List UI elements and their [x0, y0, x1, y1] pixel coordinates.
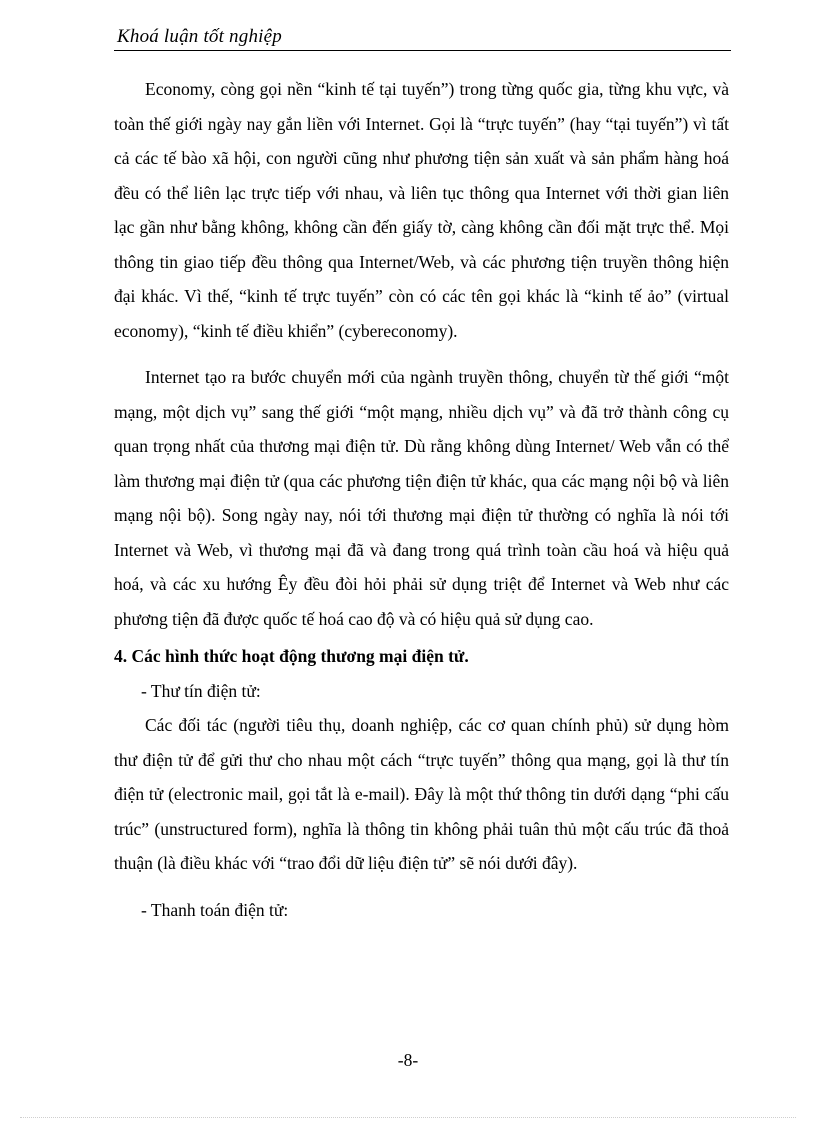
- page-body: [114, 72, 729, 927]
- list-item-email: - Thư tín điện tử:: [141, 680, 261, 701]
- page-bottom-border: [20, 1117, 796, 1118]
- page-number: -8-: [397, 1050, 419, 1070]
- header-divider: [114, 50, 731, 51]
- paragraph-online-economy: Economy, còng gọi nền “kinh tế tại tuyến”) trong từng quốc gia, từng khu vực, và toàn thế giới ngày nay gắn liền với Internet. Gọi là “trực tuyến” (hay “tại tuyến”) vì tất cả các tế bào xã hội, con người cũng như phương tiện sản xuất và sản phẩm hàng hoá đều có thể liên lạc trực tiếp với nhau, và liên tục thông qua Internet với thời gian liên lạc gần như bằng không, không cần đến giấy tờ, càng không cần đối mặt trực thể. Mọi thông tin giao tiếp đều thông qua Internet/Web, và các phương tiện truyền thông hiện đại khác. Vì thế, “kinh tế trực tuyến” còn có các tên gọi khác là “kinh tế ảo” (virtual economy), “kinh tế điều khiển” (cybereconomy).: [114, 79, 729, 341]
- paragraph-internet-communication: Internet tạo ra bước chuyển mới của ngành truyền thông, chuyển từ thế giới “một mạng, một dịch vụ” sang thế giới “một mạng, nhiều dịch vụ” và đã trở thành công cụ quan trọng nhất của thương mại điện tử. Dù rằng không dùng Internet/ Web vẫn có thể làm thương mại điện tử (qua các phương tiện điện tử khác, qua các mạng nội bộ và liên mạng nội bộ). Song ngày nay, nói tới thương mại điện tử thường có nghĩa là nói tới Internet và Web, vì thương mại đã và đang trong quá trình toàn cầu hoá và hiệu quả hoá, và các xu hướng Êy đều đòi hỏi phải sử dụng triệt để Internet và Web như các phương tiện đã được quốc tế hoá cao độ và có hiệu quả sử dụng cao.: [114, 367, 729, 629]
- running-header-title: Khoá luận tốt nghiệp: [117, 26, 282, 47]
- paragraph-email: Các đối tác (người tiêu thụ, doanh nghiệp, các cơ quan chính phủ) sử dụng hòm thư điện tử để gửi thư cho nhau một cách “trực tuyến” thông qua mạng, gọi là thư tín điện tử (electronic mail, gọi tắt là e-mail). Đây là một thứ thông tin dưới dạng “phi cấu trúc” (unstructured form), nghĩa là thông tin không phải tuân thủ một cấu trúc đã thoả thuận (là điều khác với “trao đổi dữ liệu điện tử” sẽ nói dưới đây).: [114, 715, 729, 873]
- list-item-electronic-payment: - Thanh toán điện tử:: [141, 899, 289, 920]
- section-heading: 4. Các hình thức hoạt động thương mại điện tử.: [114, 646, 469, 666]
